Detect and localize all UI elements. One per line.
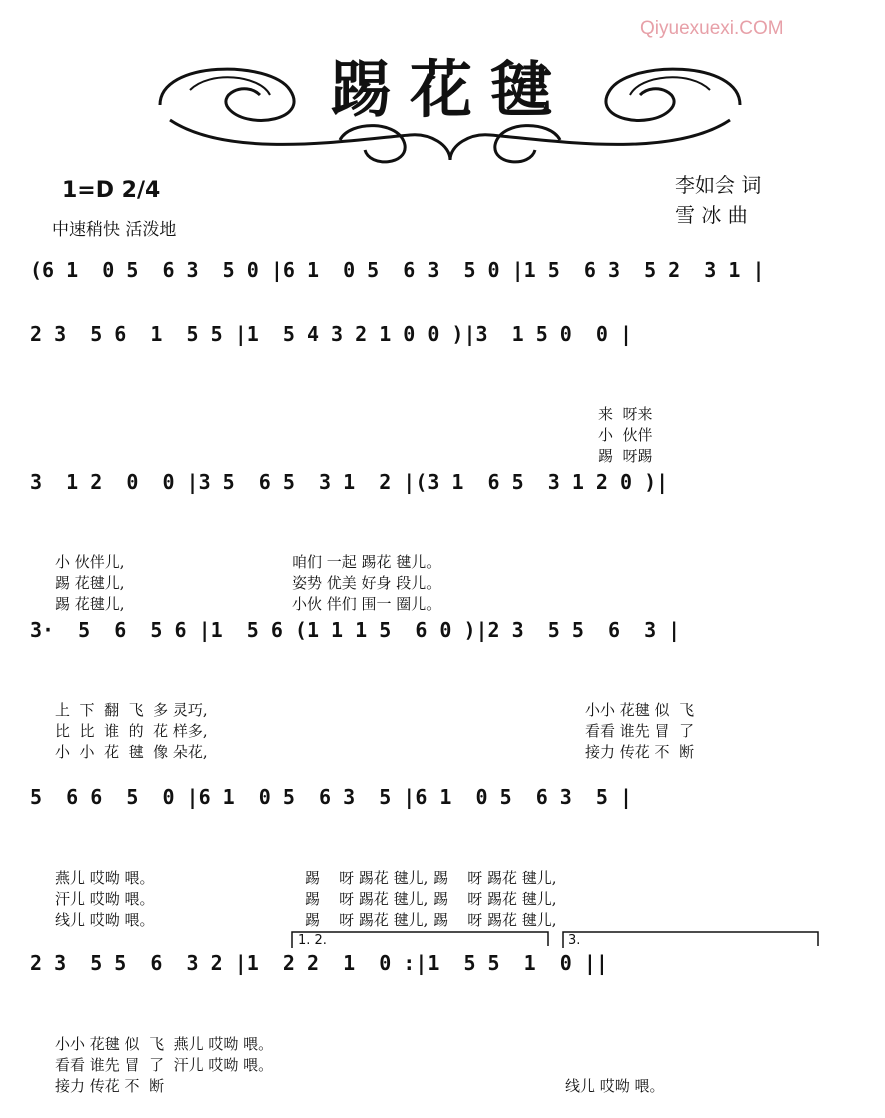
lyrics-row-4b: 小小 花毽 似 飞 看看 谁先 冒 了 接力 传花 不 断 bbox=[585, 701, 695, 761]
lyrics-row-6b: 线儿 哎呦 喂。 bbox=[565, 1077, 665, 1095]
volta-second: 3. bbox=[568, 933, 581, 948]
notation-row-6: 2 3 5 5 6 3 2 |1 2 2 1 0 :|1 5 5 1 0 || bbox=[30, 951, 608, 975]
notation-row-2: 2 3 5 6 1 5 5 |1 5 4 3 2 1 0 0 )|3 1 5 0 0 | bbox=[30, 322, 633, 346]
lyrics-row-3a: 小 伙伴儿, 踢 花毽儿, 踢 花毽儿, bbox=[55, 553, 125, 613]
lyricist: 李如会 词 bbox=[675, 173, 762, 197]
lyrics-row-2: 来 呀来 小 伙伴 踢 呀踢 bbox=[598, 405, 653, 465]
notation-row-5: 5 6 6 5 0 |6 1 0 5 6 3 5 |6 1 0 5 6 3 5 | bbox=[30, 785, 633, 809]
notation-row-3: 3 1 2 0 0 |3 5 6 5 3 1 2 |(3 1 6 5 3 1 2 0 )| bbox=[30, 470, 669, 494]
key-signature: 1=D 2/4 bbox=[62, 178, 161, 203]
credits bbox=[675, 170, 761, 230]
lyrics-row-4a: 上 下 翻 飞 多 灵巧, 比 比 谁 的 花 样多, 小 小 花 毽 像 朵花, bbox=[55, 701, 208, 761]
volta-first: 1. 2. bbox=[298, 933, 327, 948]
notation-row-1: (6 1 0 5 6 3 5 0 |6 1 0 5 6 3 5 0 |1 5 6 3 5 2 3 1 | bbox=[30, 258, 765, 282]
lyrics-row-3b: 咱们 一起 踢花 毽儿。 姿势 优美 好身 段儿。 小伙 伴们 围一 圈儿。 bbox=[292, 553, 442, 613]
watermark: Qiyuexuexi.COM bbox=[640, 18, 784, 39]
notation-row-4: 3· 5 6 5 6 |1 5 6 (1 1 1 5 6 0 )|2 3 5 5 6 3 | bbox=[30, 618, 681, 642]
lyrics-row-6a: 小小 花毽 似 飞 燕儿 哎呦 喂。 看看 谁先 冒 了 汗儿 哎呦 喂。 接力 传花 不 断 bbox=[55, 1035, 274, 1095]
lyrics-row-5b: 踢 呀 踢花 毽儿, 踢 呀 踢花 毽儿, 踢 呀 踢花 毽儿, 踢 呀 踢花 毽儿, 踢 呀 踢花 毽儿, 踢 呀 踢花 毽儿, bbox=[305, 869, 557, 929]
lyrics-row-5a: 燕儿 哎呦 喂。 汗儿 哎呦 喂。 线儿 哎呦 喂。 bbox=[55, 869, 155, 929]
song-title: 踢花毽 bbox=[329, 53, 570, 126]
tempo-marking: 中速稍快 活泼地 bbox=[52, 220, 177, 240]
composer: 雪 冰 曲 bbox=[675, 203, 748, 227]
